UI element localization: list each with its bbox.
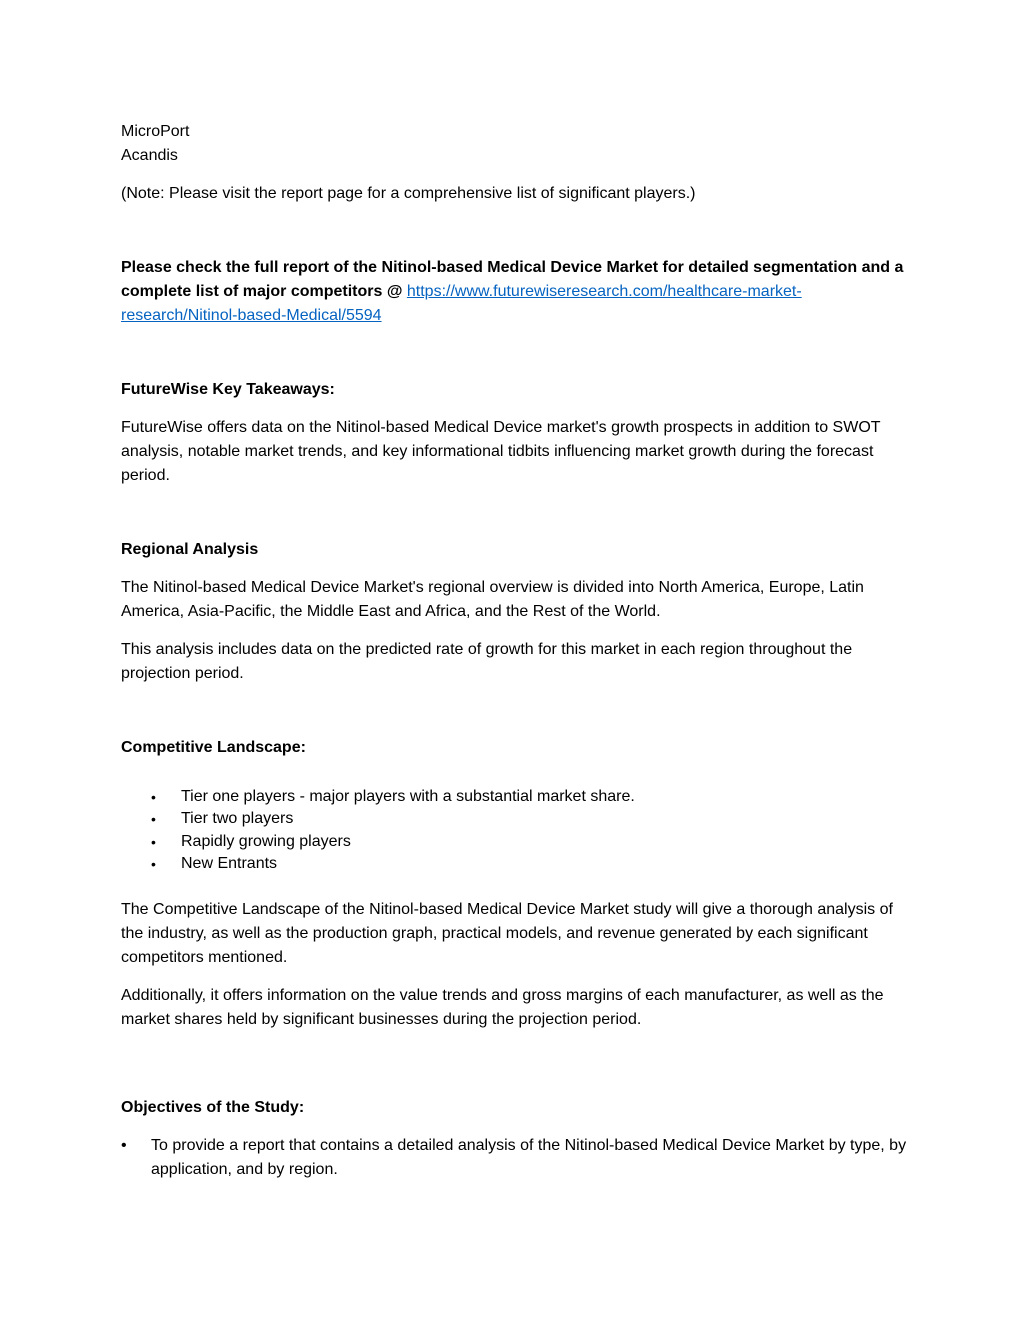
- list-item-text: New Entrants: [181, 855, 278, 873]
- competitive-paragraph: Additionally, it offers information on the value trends and gross margins of each manufacturer, as well as the market shares held by significant businesses during the projection period.: [121, 986, 884, 1028]
- list-item: [151, 786, 911, 808]
- spacer: [121, 502, 911, 538]
- list-item-text: Rapidly growing players: [181, 832, 351, 850]
- list-item-text: Tier one players - major players with a substantial market share.: [181, 788, 635, 805]
- section-heading-regional: Regional Analysis: [121, 541, 259, 558]
- list-item: [151, 808, 911, 830]
- competitive-tier-list: [121, 786, 911, 876]
- list-item-text: To provide a report that contains a detailed analysis of the Nitinol-based Medical Device Market by type, by application, and by region.: [151, 1136, 907, 1178]
- spacer: [121, 876, 911, 898]
- report-cta-text: Please check the full report of the Nitinol-based Medical Device Market for detailed segmentation and a complete list of major competitors @: [121, 259, 904, 300]
- bullet-icon: •: [151, 833, 156, 850]
- spacer: [121, 220, 911, 256]
- bullet-icon: •: [151, 811, 156, 828]
- player-name: Acandis: [121, 147, 178, 164]
- list-item: [151, 831, 911, 853]
- takeaways-paragraph: FutureWise offers data on the Nitinol-based Medical Device market's growth prospects in addition to SWOT analysis, notable market trends, and key informational tidbits influencing market growth during the forecast period.: [121, 419, 881, 484]
- section-heading-takeaways: FutureWise Key Takeaways:: [121, 381, 335, 398]
- spacer: [121, 1046, 911, 1096]
- spacer: [121, 700, 911, 736]
- report-link[interactable]: https://www.futurewiseresearch.com/healthcare-market-research/Nitinol-based-Medical/5594: [121, 283, 802, 324]
- section-heading-objectives: Objectives of the Study:: [121, 1098, 305, 1116]
- spacer: [121, 774, 911, 786]
- regional-paragraph: The Nitinol-based Medical Device Market's regional overview is divided into North America, Europe, Latin America, Asia-Pacific, the Middle East and Africa, and the Rest of the World.: [121, 579, 864, 620]
- bullet-icon: •: [121, 1136, 127, 1154]
- list-item: [151, 853, 911, 875]
- bullet-icon: •: [151, 856, 156, 873]
- list-item-text: Tier two players: [181, 810, 294, 828]
- list-item: [121, 1134, 911, 1182]
- spacer: [121, 342, 911, 378]
- section-heading-competitive: Competitive Landscape:: [121, 739, 306, 756]
- players-note: (Note: Please visit the report page for a comprehensive list of significant players.): [121, 185, 696, 202]
- player-name: MicroPort: [121, 123, 190, 140]
- regional-paragraph: This analysis includes data on the predicted rate of growth for this market in each region throughout the projection period.: [121, 641, 853, 682]
- bullet-icon: •: [151, 789, 156, 805]
- document-content: [121, 120, 911, 1182]
- competitive-paragraph: The Competitive Landscape of the Nitinol-based Medical Device Market study will give a thorough analysis of the industry, as well as the production graph, practical models, and revenue generated by each significant competitors mentioned.: [121, 900, 893, 966]
- report-cta: [121, 256, 911, 328]
